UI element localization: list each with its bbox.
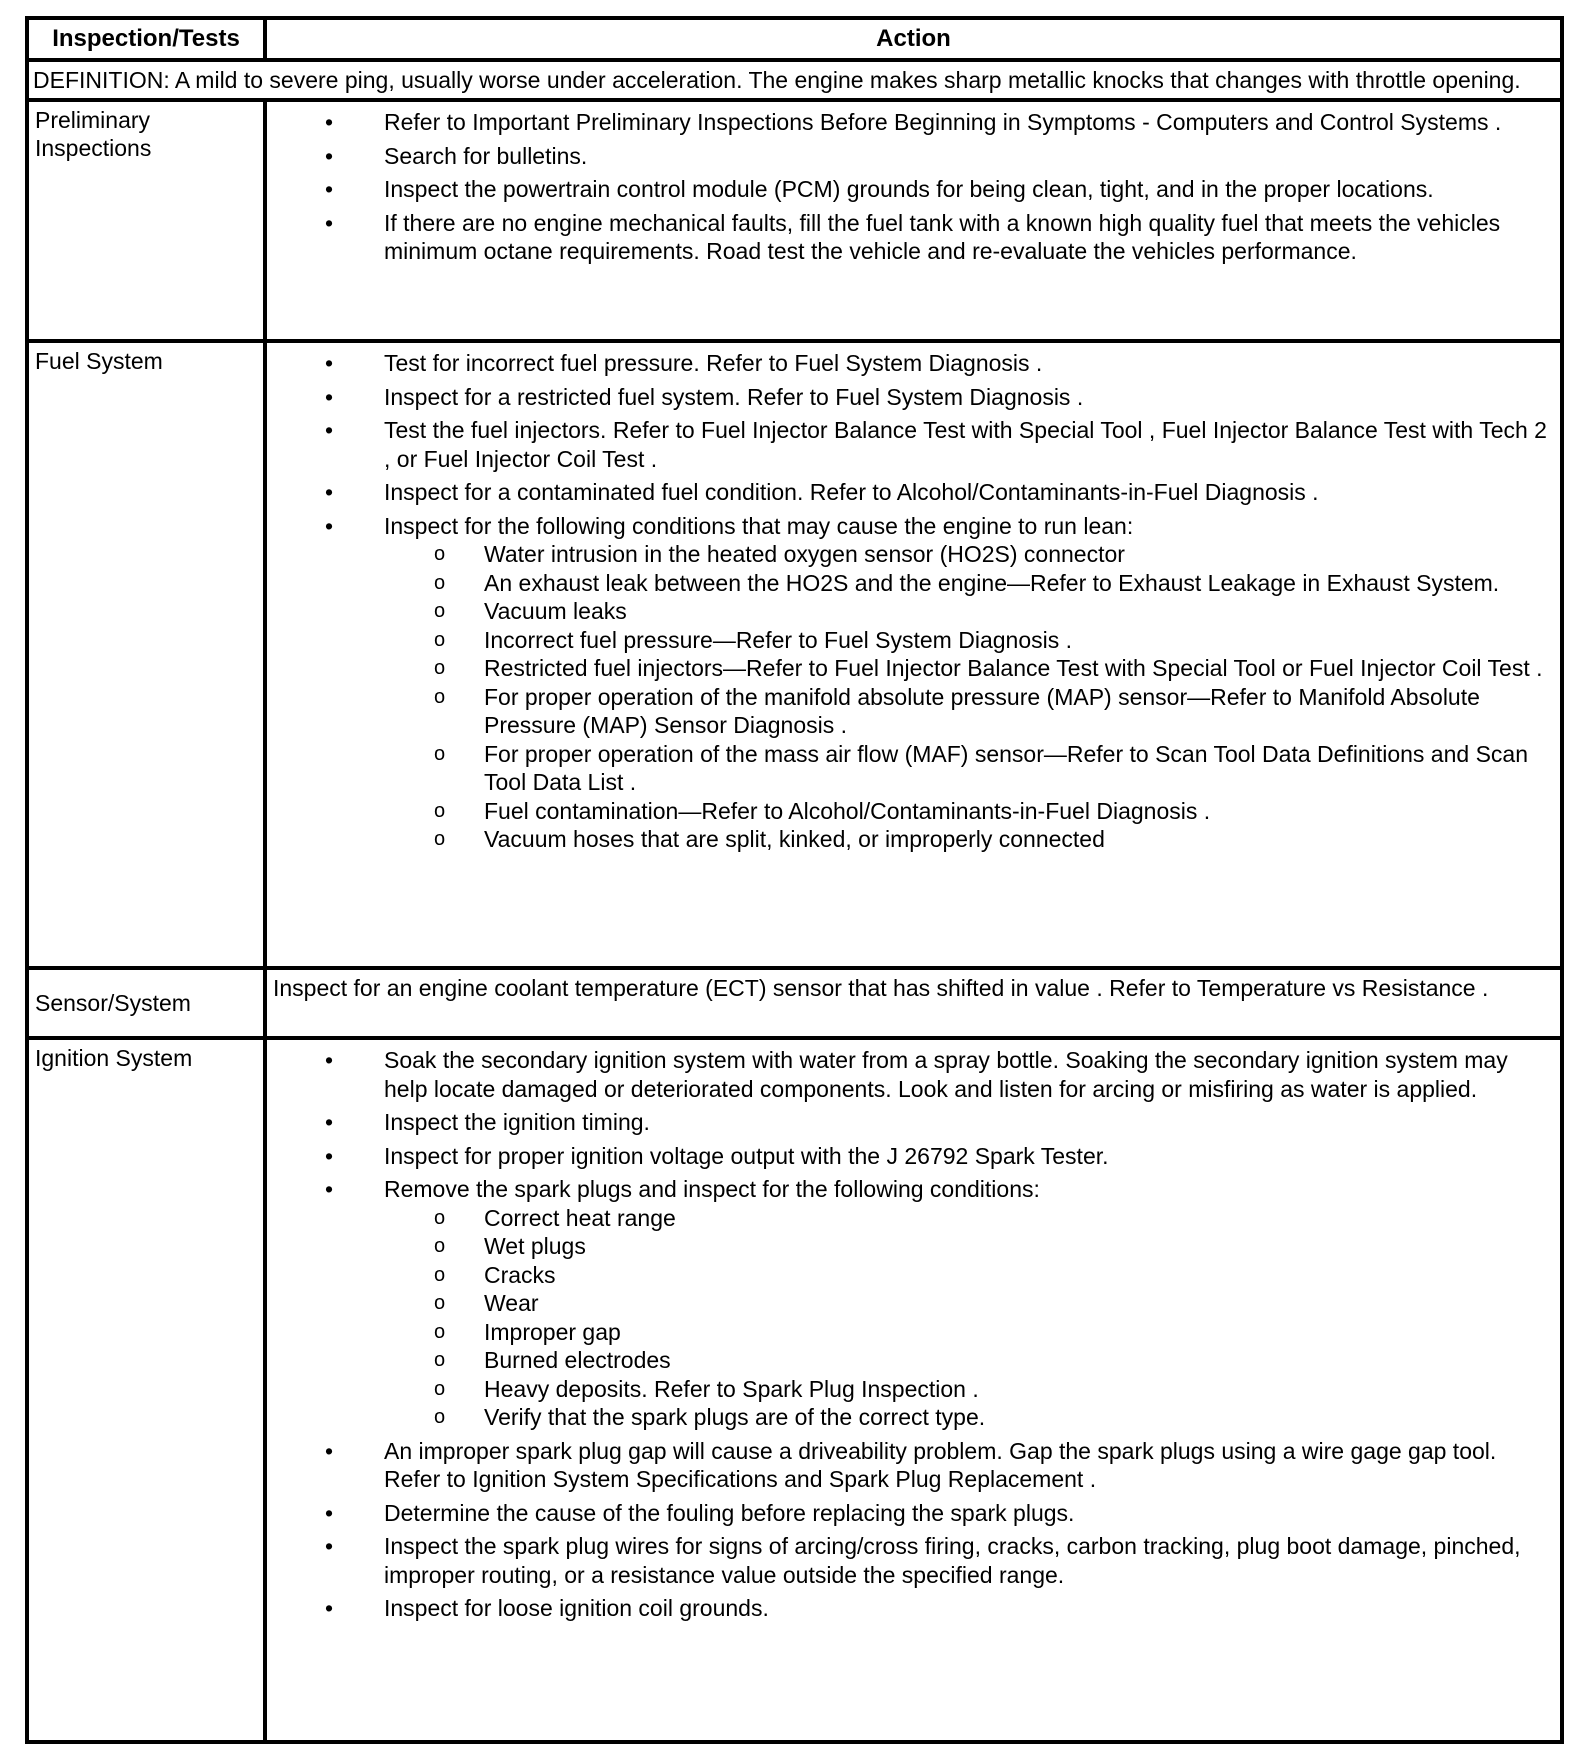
sub-list-item: o Vacuum leaks — [434, 598, 627, 624]
list-item: • Test for incorrect fuel pressure. Refer to Fuel System Diagnosis . — [325, 350, 1043, 376]
fuel-list — [267, 343, 1560, 854]
sub-list-item: o An exhaust leak between the HO2S and the engine—Refer to Exhaust Leakage in Exhaust System. — [434, 569, 1500, 596]
sub-list-item: o Vacuum hoses that are split, kinked, or improperly connected — [434, 826, 1105, 852]
bullet-icon: • — [325, 1499, 334, 1526]
bullet-icon: • — [325, 1437, 334, 1464]
list-item: • Search for bulletins. — [325, 142, 588, 169]
label-fuel-system: Fuel System — [27, 341, 265, 968]
sub-bullet-icon: o — [434, 571, 446, 594]
sub-list-item: o Wear — [434, 1290, 539, 1316]
bullet-icon: • — [325, 1047, 334, 1073]
bullet-icon: • — [325, 1533, 334, 1559]
bullet-icon: • — [325, 1142, 334, 1169]
list-item: • Inspect the spark plug wires for signs of arcing/cross firing, cracks, carbon tracking, plug boot damage, pinched, improper routing, or a resistance value outside the specified range. — [325, 1533, 1521, 1588]
bullet-icon: • — [325, 479, 334, 505]
list-item: • Refer to Important Preliminary Inspections Before Beginning in Symptoms - Computers and Control Systems . — [325, 109, 1502, 135]
action-fuel-system — [265, 341, 1562, 968]
sub-list-item: o Wet plugs — [434, 1233, 586, 1259]
sub-bullet-icon: o — [434, 600, 446, 622]
sub-bullet-icon: o — [434, 685, 446, 708]
list-item: • Inspect the ignition timing. — [325, 1109, 650, 1135]
list-item: • Remove the spark plugs and inspect for the following conditions: o Correct heat range o Wet plugs o Cracks o Wear o Improper gap o Burned electrodes o Heavy deposits. Refer to Spark Plug Inspection . o Verify that the spark plugs are of the correct type. — [267, 1175, 1548, 1432]
definition-row — [27, 60, 1562, 100]
sub-bullet-icon: o — [434, 1377, 446, 1400]
sub-bullet-icon: o — [434, 1349, 446, 1371]
sub-bullet-icon: o — [434, 828, 446, 850]
action-ignition-system — [265, 1038, 1562, 1742]
sub-list-item: o Cracks — [434, 1261, 556, 1288]
diagnostic-document — [25, 16, 1560, 1744]
sub-bullet-icon: o — [434, 1206, 446, 1229]
ignition-sub-list — [267, 1204, 1548, 1432]
list-item: • Inspect for proper ignition voltage output with the J 26792 Spark Tester. — [325, 1142, 1109, 1169]
diagnostic-table — [25, 16, 1564, 1744]
sub-bullet-icon: o — [434, 1235, 446, 1257]
row-ignition-system — [27, 1038, 1562, 1742]
list-item: • If there are no engine mechanical faults, fill the fuel tank with a known high quality fuel that meets the vehicles minimum octane requirements. Road test the vehicle and re-evaluate the vehicles performance. — [325, 209, 1501, 264]
sub-bullet-icon: o — [434, 1406, 446, 1428]
row-preliminary — [27, 100, 1562, 341]
sub-list-item: o Verify that the spark plugs are of the correct type. — [434, 1404, 986, 1430]
sub-bullet-icon: o — [434, 1320, 446, 1343]
row-fuel-system — [27, 341, 1562, 968]
bullet-icon: • — [325, 1176, 334, 1202]
list-item: • Test the fuel injectors. Refer to Fuel Injector Balance Test with Special Tool , Fuel Injector Balance Test with Tech 2 , or Fuel Injector Coil Test . — [325, 417, 1547, 472]
sub-bullet-icon: o — [434, 657, 446, 679]
sub-bullet-icon: o — [434, 799, 446, 822]
label-sensor-system: Sensor/System — [27, 968, 265, 1038]
bullet-icon: • — [325, 1595, 334, 1621]
bullet-icon: • — [325, 1109, 334, 1135]
bullet-icon: • — [325, 417, 334, 443]
bullet-icon: • — [325, 142, 334, 169]
header-row — [27, 18, 1562, 60]
bullet-icon: • — [325, 176, 334, 202]
sub-list-item: o For proper operation of the mass air flow (MAF) sensor—Refer to Scan Tool Data Definitions and Scan Tool Data List . — [434, 740, 1528, 795]
bullet-icon: • — [325, 109, 334, 135]
list-item: • Inspect for loose ignition coil grounds. — [325, 1595, 769, 1621]
sub-list-item: o Correct heat range — [434, 1204, 676, 1231]
sub-list-item: o Fuel contamination—Refer to Alcohol/Contaminants-in-Fuel Diagnosis . — [434, 797, 1211, 824]
bullet-icon: • — [325, 350, 334, 376]
list-item: • Soak the secondary ignition system with water from a spray bottle. Soaking the secondary ignition system may help locate damaged or deteriorated components. Look and listen for arcing or misfiring as water is applied. — [325, 1047, 1508, 1102]
sub-list-item: o Heavy deposits. Refer to Spark Plug Inspection . — [434, 1375, 979, 1402]
sub-bullet-icon: o — [434, 742, 446, 765]
bullet-icon: • — [325, 209, 334, 236]
label-ignition-system: Ignition System — [27, 1038, 265, 1742]
ignition-list — [267, 1040, 1560, 1623]
sub-bullet-icon: o — [434, 543, 446, 565]
sub-bullet-icon: o — [434, 1263, 446, 1286]
sub-bullet-icon: o — [434, 628, 446, 651]
sub-list-item: o Restricted fuel injectors—Refer to Fuel Injector Balance Test with Special Tool or Fuel Injector Coil Test . — [434, 655, 1543, 681]
label-preliminary-inspections: Preliminary Inspections — [27, 100, 265, 341]
row-sensor-system — [27, 968, 1562, 1038]
sub-list-item: o Incorrect fuel pressure—Refer to Fuel System Diagnosis . — [434, 626, 1073, 653]
action-sensor-system: Inspect for an engine coolant temperature (ECT) sensor that has shifted in value . Refer to Temperature vs Resistance . — [265, 968, 1562, 1038]
sub-list-item: o Burned electrodes — [434, 1347, 671, 1373]
sub-bullet-icon: o — [434, 1292, 446, 1314]
list-item: • Determine the cause of the fouling before replacing the spark plugs. — [325, 1499, 1075, 1526]
sub-list-item: o Water intrusion in the heated oxygen sensor (HO2S) connector — [434, 541, 1125, 567]
fuel-sub-list — [267, 540, 1548, 854]
header-inspection-tests: Inspection/Tests — [27, 18, 265, 60]
list-item: • Inspect for a restricted fuel system. Refer to Fuel System Diagnosis . — [325, 383, 1084, 410]
list-item: • Inspect for a contaminated fuel condition. Refer to Alcohol/Contaminants-in-Fuel Diagnosis . — [325, 479, 1319, 505]
definition-text: DEFINITION: A mild to severe ping, usually worse under acceleration. The engine makes sharp metallic knocks that changes with throttle opening. — [27, 60, 1562, 100]
sub-list-item: o For proper operation of the manifold absolute pressure (MAP) sensor—Refer to Manifold Absolute Pressure (MAP) Sensor Diagnosis . — [434, 683, 1480, 738]
sub-list-item: o Improper gap — [434, 1318, 621, 1345]
list-item: • An improper spark plug gap will cause a driveability problem. Gap the spark plugs using a wire gage gap tool. Refer to Ignition System Specifications and Spark Plug Replacement . — [325, 1437, 1497, 1492]
header-action: Action — [265, 18, 1562, 60]
preliminary-list — [267, 102, 1560, 266]
list-item: • Inspect for the following conditions that may cause the engine to run lean: o Water intrusion in the heated oxygen sensor (HO2S) connector o An exhaust leak between the HO2S and the engine—Refer to Exhaust Leakage in Exhaust System. o Vacuum leaks o Incorrect fuel pressure—Refer to Fuel System Diagnosis . o Restricted fuel injectors—Refer to Fuel Injector Balance Test with Special Tool or Fuel Injector Coil Test . o For proper operation of the manifold absolute pressure (MAP) sensor—Refer to Manifold Absolute Pressure (MAP) Sensor Diagnosis . o For proper operation of the mass air flow (MAF) sensor—Refer to Scan Tool Data Definitions and Scan Tool Data List . o Fuel contamination—Refer to Alcohol/Contaminants-in-Fuel Diagnosis . o Vacuum hoses that are split, kinked, or improperly connected — [267, 512, 1548, 854]
action-preliminary — [265, 100, 1562, 341]
bullet-icon: • — [325, 512, 334, 539]
list-item: • Inspect the powertrain control module (PCM) grounds for being clean, tight, and in the proper locations. — [325, 176, 1434, 202]
bullet-icon: • — [325, 383, 334, 410]
